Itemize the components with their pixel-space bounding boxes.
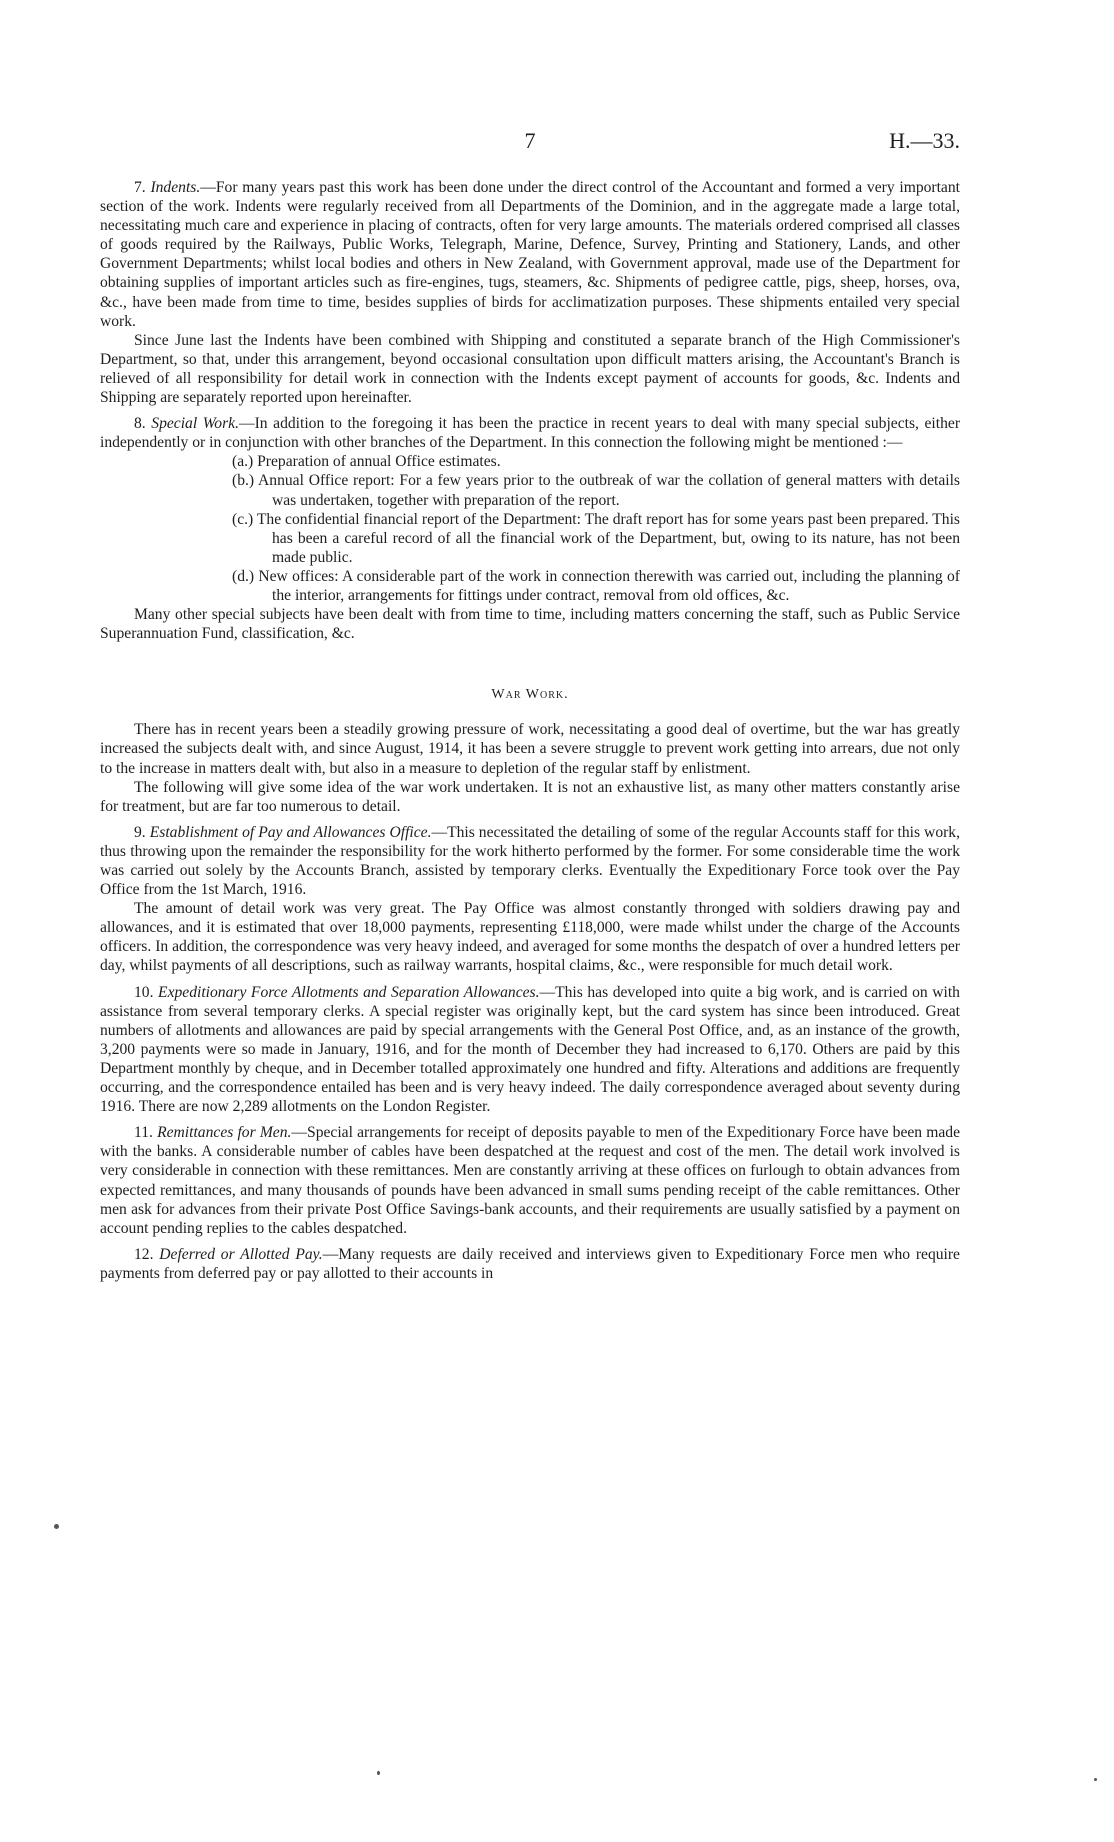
section-text: —For many years past this work has been done under the direct control of the Accountant and formed a very important section of the work. Indents were regularly received from all Departments of the Dominion, and in the aggregate made a large total, necessitating much care and experience in placing of contracts, often for very large amounts. The materials ordered comprised all classes of goods required by the Railways, Public Works, Telegraph, Marine, Defence, Survey, Printing and Stationery, Lands, and other Government Departments; whilst local bodies and others in New Zealand, with Government approval, made use of the Department for obtaining supplies of important articles such as fire-engines, tugs, steamers, &c. Shipments of pedigree cattle, pigs, sheep, horses, ova, &c., have been made from time to time, besides supplies of birds for acclimatization purposes. These shipments entailed very special work.	[100, 179, 960, 330]
section-text: —Special arrangements for receipt of deposits payable to men of the Expeditionary Force have been made with the banks. A considerable number of cables have been despatched at the request and cost of the men. The detail work involved is very considerable in connection with these remittances. Men are constantly arriving at these offices on furlough to obtain advances from expected remittances, and many thousands of pounds have been advanced in small sums pending receipt of the cable remittances. Other men ask for advances from their private Post Office Savings-bank accounts, and their requirements are usually satisfied by a payment on account pending replies to the cables despatched.	[100, 1124, 961, 1237]
paragraph-deferred-pay	[100, 1245, 960, 1283]
list-item	[100, 452, 960, 471]
section-title: Establishment of Pay and Allowances Office.	[149, 823, 432, 841]
section-text: —This necessitated the detailing of some of the regular Accounts staff for this work, thus throwing upon the remainder the responsibility for the work hitherto performed by the former. For some considerable time the work was carried out solely by the Accounts Branch, assisted by temporary clerks. Eventually the Expeditionary Force took over the Pay Office from the 1st March, 1916.	[100, 823, 961, 899]
document-reference: H.—33.	[889, 128, 960, 153]
list-item-label: (d.)	[232, 567, 255, 585]
paragraph-indents-2: Since June last the Indents have been combined with Shipping and constituted a separate branch of the High Commissioner's Department, so that, under this arrangement, beyond occasional consultation upon difficult matters arising, the Accountant's Branch is relieved of all responsibility for detail work in connection with the Indents except payment of accounts for goods, &c. Indents and Shipping are separately reported upon hereinafter.	[100, 331, 960, 407]
section-number: 12.	[134, 1245, 154, 1263]
paragraph-pay-office	[100, 823, 960, 899]
paragraph-allotments	[100, 983, 960, 1117]
section-number: 10.	[134, 983, 154, 1001]
section-text: —This has developed into quite a big work, and is carried on with assistance from several temporary clerks. A special register was originally kept, but the card system has since been introduced. Great numbers of allotments and allowances are paid by special arrangements with the General Post Office, and, as an instance of the growth, 3,200 payments were so made in January, 1916, and for the month of December they had increased to 6,170. Others are paid by this Department monthly by cheque, and in December totalled approximately one hundred and fifty. Alterations and additions are frequently occurring, and the correspondence entailed has been and is very heavy indeed. The daily correspondence averaged about seventy during 1916. There are now 2,289 allotments on the London Register.	[100, 983, 960, 1116]
section-title: Deferred or Allotted Pay.	[159, 1245, 323, 1263]
scan-speck	[1094, 1778, 1097, 1781]
section-number: 9.	[134, 823, 146, 841]
section-text: —Many requests are daily received and interviews given to Expeditionary Force men who require payments from deferred pay or pay allotted to their accounts in	[100, 1245, 960, 1282]
page-number: 7	[524, 128, 536, 153]
paragraph-remittances	[100, 1123, 960, 1238]
section-number: 8.	[134, 415, 146, 433]
special-work-list	[100, 452, 960, 605]
section-number: 7.	[134, 179, 146, 196]
list-item-text: Annual Office report: For a few years prior to the outbreak of war the collation of general matters with details was undertaken, together with preparation of the report.	[258, 472, 960, 509]
paragraph-war-work-1: There has in recent years been a steadily growing pressure of work, necessitating a good deal of overtime, but the war has greatly increased the subjects dealt with, and since August, 1914, it has been a severe struggle to prevent work getting into arrears, due not only to the increase in matters dealt with, but also in a measure to depletion of the regular staff by enlistment.	[100, 721, 960, 777]
section-title: Special Work.	[151, 415, 239, 433]
section-title: Expeditionary Force Allotments and Separation Allowances.	[158, 983, 540, 1001]
paragraph-indents	[100, 178, 960, 331]
page-header	[100, 128, 960, 158]
paragraph-special-work	[100, 414, 960, 452]
list-item-label: (b.)	[232, 472, 255, 490]
section-text: —In addition to the foregoing it has been the practice in recent years to deal with many special subjects, either independently or in conjunction with other branches of the Department. In this connection the following might be mentioned :—	[100, 415, 961, 452]
list-item	[100, 510, 960, 567]
list-item-label: (c.)	[232, 510, 254, 528]
section-title: Remittances for Men.	[157, 1124, 292, 1142]
scan-speck	[377, 1771, 380, 1775]
list-item	[100, 567, 960, 605]
scan-speck	[54, 1524, 59, 1529]
list-item-label: (a.)	[232, 453, 254, 471]
paragraph-special-work-2: Many other special subjects have been dealt with from time to time, including matters concerning the staff, such as Public Service Superannuation Fund, classification, &c.	[100, 606, 960, 643]
list-item	[100, 471, 960, 509]
document-body	[100, 178, 960, 1283]
paragraph-war-work-2: The following will give some idea of the war work undertaken. It is not an exhaustive list, as many other matters constantly arise for treatment, but are far too numerous to detail.	[100, 778, 960, 815]
list-item-text: Preparation of annual Office estimates.	[257, 453, 501, 471]
section-number: 11.	[134, 1124, 153, 1142]
paragraph-pay-office-2: The amount of detail work was very great. The Pay Office was almost constantly thronged with soldiers drawing pay and allowances, and it is estimated that over 18,000 payments, representing £118,000, were made whilst under the charge of the Accounts officers. In addition, the correspondence was very heavy indeed, and averaged for some months the despatch of over a hundred letters per day, whilst payments of all descriptions, such as railway warrants, hospital claims, &c., were responsible for much detail work.	[100, 900, 960, 975]
section-title: Indents.	[150, 179, 201, 196]
list-item-text: The confidential financial report of the Department: The draft report has for some years past been prepared. This has been a careful record of all the financial work of the Department, but, owing to its nature, has not been made public.	[256, 510, 960, 566]
list-item-text: New offices: A considerable part of the work in connection therewith was carried out, including the planning of the interior, arrangements for fittings under contract, removal from old offices, &c.	[258, 567, 960, 604]
section-heading-war-work: War Work.	[491, 687, 569, 703]
